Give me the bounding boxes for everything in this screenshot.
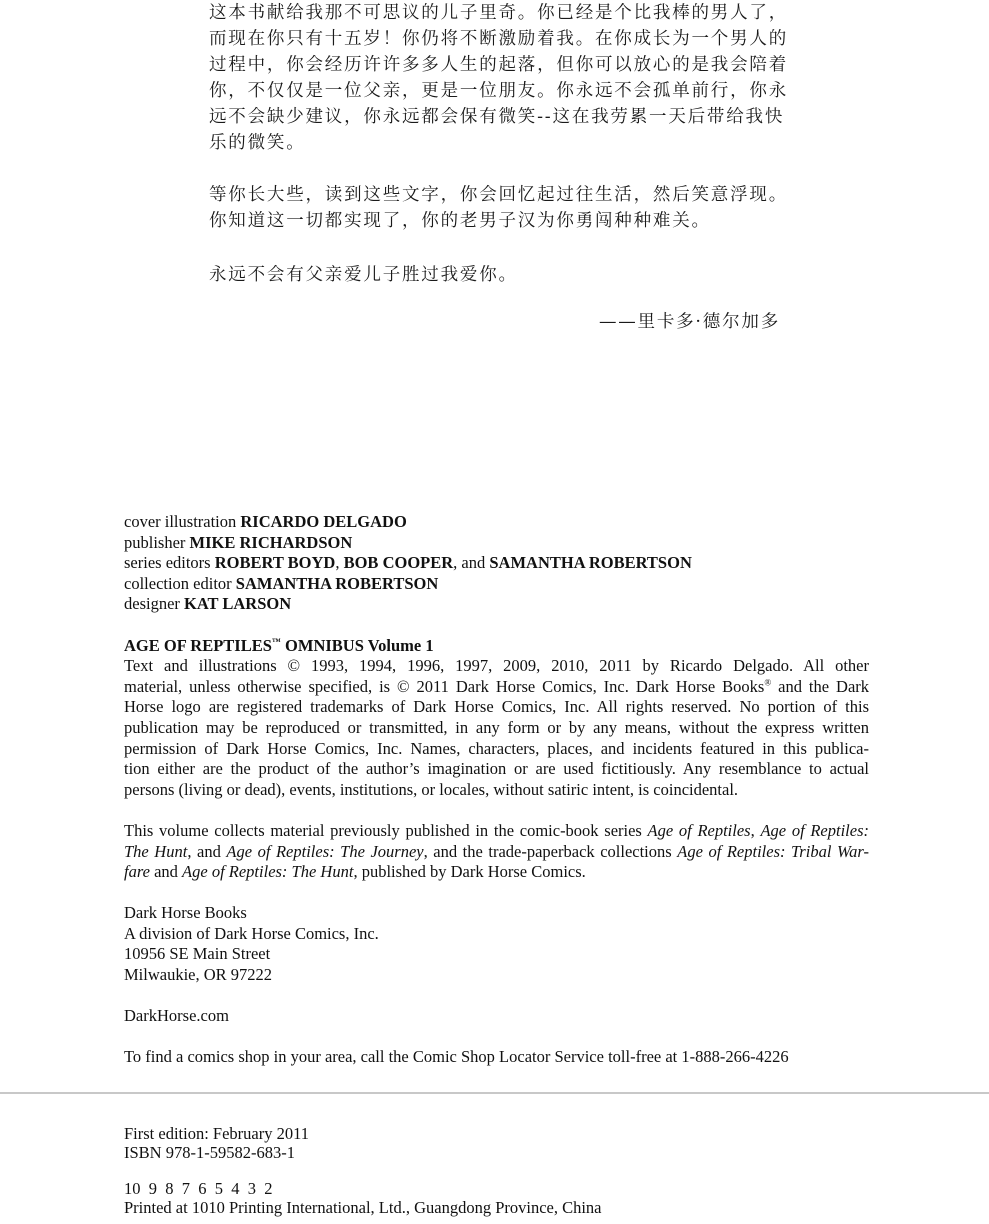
copyright-line: material, unless otherwise specified, is © 2011 Dark Horse Comics, Inc. Dark Horse Books® and the Dark — [124, 676, 870, 696]
credit-name: RICARDO DELGADO — [240, 512, 407, 531]
copyright-line: publication may be reproduced or transmitted, in any form or by any means, without the express written — [124, 717, 869, 737]
copyright-notice — [124, 656, 869, 800]
edition-info — [124, 1125, 869, 1217]
dedication-line: 过程中，你会经历许许多多人生的起落，但你可以放心的是我会陪着 — [209, 55, 788, 75]
credit-name: ROBERT BOYD — [214, 553, 336, 573]
credits — [124, 512, 869, 1068]
address-line: Dark Horse Books — [124, 903, 247, 923]
book-title — [124, 636, 869, 657]
print-run-line: 10 9 8 7 6 5 4 3 2 — [124, 1179, 273, 1199]
dedication-line: 远不会缺少建议，你永远都会保有微笑--这在我劳累一天后带给我快 — [209, 107, 785, 127]
dedication-line: 这本书献给我那不可思议的儿子里奇。你已经是个比我棒的男人了， — [209, 3, 788, 23]
credit-name: BOB COOPER — [343, 553, 454, 573]
registered-symbol: ® — [764, 677, 772, 688]
credit-name: SAMANTHA ROBERTSON — [235, 573, 439, 593]
footer-divider — [0, 1092, 989, 1094]
credit-line — [124, 574, 869, 595]
shop-locator-note: To find a comics shop in your area, call the Comic Shop Locator Service toll-free at 1-888-266-4226 — [124, 1047, 789, 1067]
copyright-line: Horse logo are registered trademarks of Dark Horse Comics, Inc. All rights reserved. No portion of this — [124, 697, 869, 717]
trademark-symbol: ™ — [271, 636, 281, 647]
credit-role: designer — [124, 594, 180, 614]
credit-name: SAMANTHA ROBERTSON — [489, 553, 692, 573]
credit-separator: , — [335, 553, 344, 573]
dedication — [209, 0, 794, 335]
dedication-paragraph-3: 永远不会有父亲爱儿子胜过我爱你。 — [209, 265, 518, 285]
address-line: A division of Dark Horse Comics, Inc. — [124, 923, 379, 943]
address-line: Milwaukie, OR 97222 — [124, 965, 273, 985]
dedication-signature: ——里卡多·德尔加多 — [598, 312, 780, 332]
credit-name: MIKE RICHARDSON — [189, 532, 353, 552]
credit-separator: , and — [453, 553, 490, 573]
publisher-address — [124, 903, 869, 985]
dedication-line: 等你长大些，读到这些文字，你会回忆起过往生活，然后笑意浮现。 — [209, 185, 788, 205]
printer-line: Printed at 1010 Printing International, Ltd., Guangdong Province, China — [124, 1197, 602, 1217]
website: DarkHorse.com — [124, 1006, 229, 1026]
book-title-volume: OMNIBUS Volume 1 — [285, 635, 434, 655]
credit-line — [124, 594, 869, 615]
credit-name: KAT LARSON — [184, 594, 292, 614]
credit-line — [124, 512, 869, 533]
collection-note: This volume collects material previously published in the comic-book series Age of Reptiles, Age of Reptiles: The Hunt, and Age of Reptiles: The Journey, and the trade-paperback collections Age of Reptiles: Tribal War- fare and Age of Reptiles: The Hunt, published by Dark Horse Comics. — [124, 820, 870, 882]
copyright-line: tion either are the product of the author’s imagination or are used fictitiously. Any resemblance to actual — [124, 759, 869, 779]
address-line: 10956 SE Main Street — [124, 944, 271, 964]
credit-role: series editors — [124, 553, 211, 573]
dedication-line: 乐的微笑。 — [209, 133, 306, 153]
dedication-line: 你，不仅仅是一位父亲，更是一位朋友。你永远不会孤单前行，你永 — [209, 81, 788, 101]
credit-line — [124, 553, 869, 574]
credit-role: publisher — [124, 532, 186, 552]
copyright-line: persons (living or dead), events, institutions, or locales, without satiric intent, is coincidental. — [124, 779, 739, 799]
dedication-line: 而现在你只有十五岁！你仍将不断激励着我。在你成长为一个男人的 — [209, 29, 788, 49]
credit-role: cover illustration — [124, 512, 237, 531]
credit-line — [124, 533, 869, 554]
copyright-line: permission of Dark Horse Comics, Inc. Names, characters, places, and incidents featured in this publica- — [124, 738, 869, 758]
isbn-line: ISBN 978-1-59582-683-1 — [124, 1142, 295, 1162]
edition-line: First edition: February 2011 — [124, 1124, 309, 1143]
dedication-paragraph-1 — [209, 0, 794, 156]
copyright-line: Text and illustrations © 1993, 1994, 1996, 1997, 2009, 2010, 2011 by Ricardo Delgado. All other — [124, 656, 869, 676]
dedication-paragraph-2 — [209, 182, 794, 234]
credit-role: collection editor — [124, 573, 232, 593]
book-title-main: AGE OF REPTILES — [124, 635, 272, 655]
staff-credits — [124, 512, 869, 615]
dedication-line: 你知道这一切都实现了，你的老男子汉为你勇闯种种难关。 — [209, 211, 711, 231]
